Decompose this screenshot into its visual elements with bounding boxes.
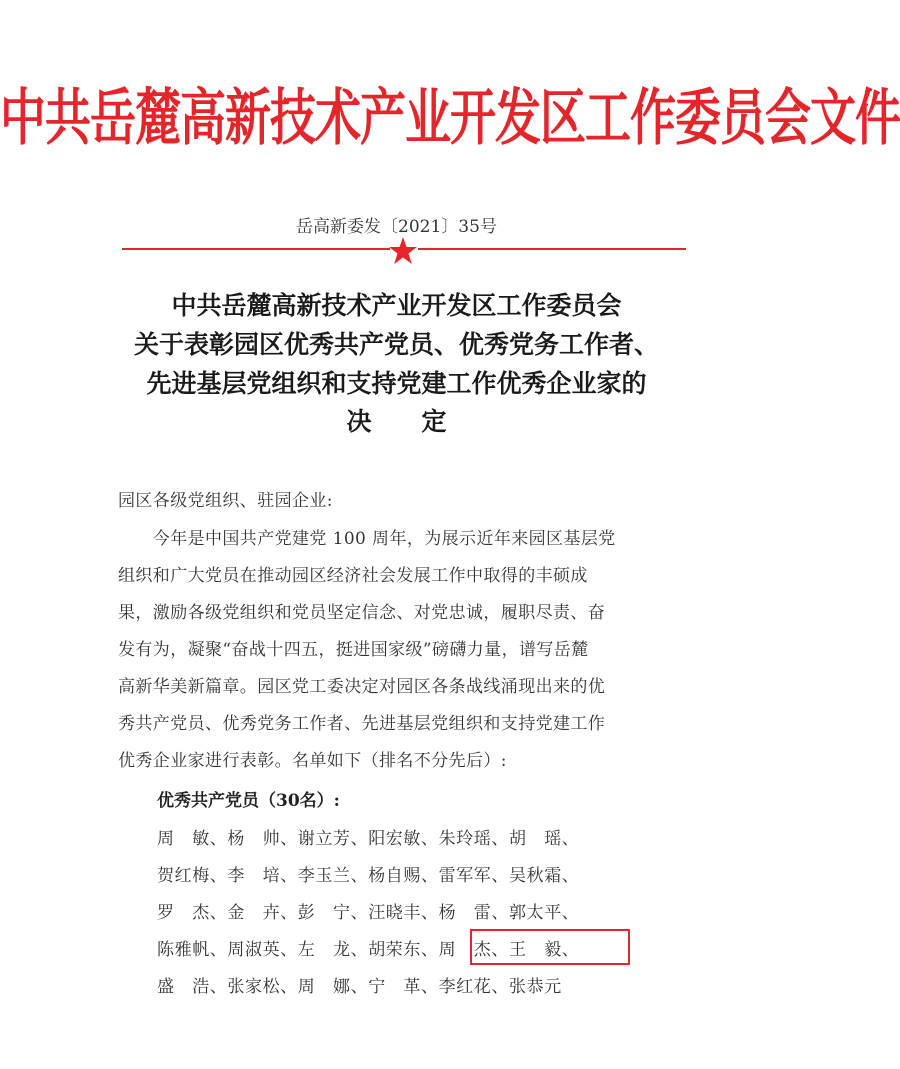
red-rule-left — [122, 248, 390, 250]
paragraph-line: 今年是中国共产党建党 100 周年，为展示近年来园区基层党 — [118, 529, 616, 549]
paragraph-line: 组织和广大党员在推动园区经济社会发展工作中取得的丰硕成 — [118, 566, 588, 586]
title-line-1: 中共岳麓高新技术产业开发区工作委员会 — [171, 291, 622, 320]
red-star-icon — [388, 236, 418, 266]
document-masthead: 中共岳麓高新技术产业开发区工作委员会文件 — [0, 81, 900, 154]
paragraph-line: 高新华美新篇章。园区党工委决定对园区各条战线涌现出来的优 — [118, 677, 606, 697]
section-title: 优秀共产党员（30名）: — [157, 791, 340, 811]
title-line-4: 决 定 — [346, 407, 447, 436]
names-row: 贺红梅、李 培、李玉兰、杨自赐、雷军军、吴秋霜、 — [157, 866, 580, 886]
paragraph-line: 发有为，凝聚“奋战十四五，挺进国家级”磅礴力量，谱写岳麓 — [118, 640, 589, 660]
red-rule-right — [418, 248, 686, 250]
names-row: 周 敏、杨 帅、谢立芳、阳宏敏、朱玲瑶、胡 瑶、 — [157, 829, 580, 849]
paragraph-line: 果，激励各级党组织和党员坚定信念、对党忠诚，履职尽责、奋 — [118, 603, 606, 623]
document-number: 岳高新委发〔2021〕35号 — [296, 217, 497, 237]
paragraph-line: 秀共产党员、优秀党务工作者、先进基层党组织和支持党建工作 — [118, 714, 606, 734]
names-row: 陈雅帆、周淑英、左 龙、胡荣东、周 杰、王 毅、 — [157, 940, 580, 960]
salutation: 园区各级党组织、驻园企业: — [118, 491, 333, 511]
title-line-2: 关于表彰园区优秀共产党员、优秀党务工作者、 — [133, 330, 659, 359]
title-line-3: 先进基层党组织和支持党建工作优秀企业家的 — [146, 369, 647, 398]
names-row: 盛 浩、张家松、周 娜、宁 革、李红花、张恭元 — [157, 977, 562, 997]
names-row: 罗 杰、金 卉、彭 宁、汪晓丰、杨 雷、郭太平、 — [157, 903, 580, 923]
red-highlight-box — [470, 929, 630, 965]
paragraph-line: 优秀企业家进行表彰。名单如下（排名不分先后）: — [118, 751, 507, 771]
